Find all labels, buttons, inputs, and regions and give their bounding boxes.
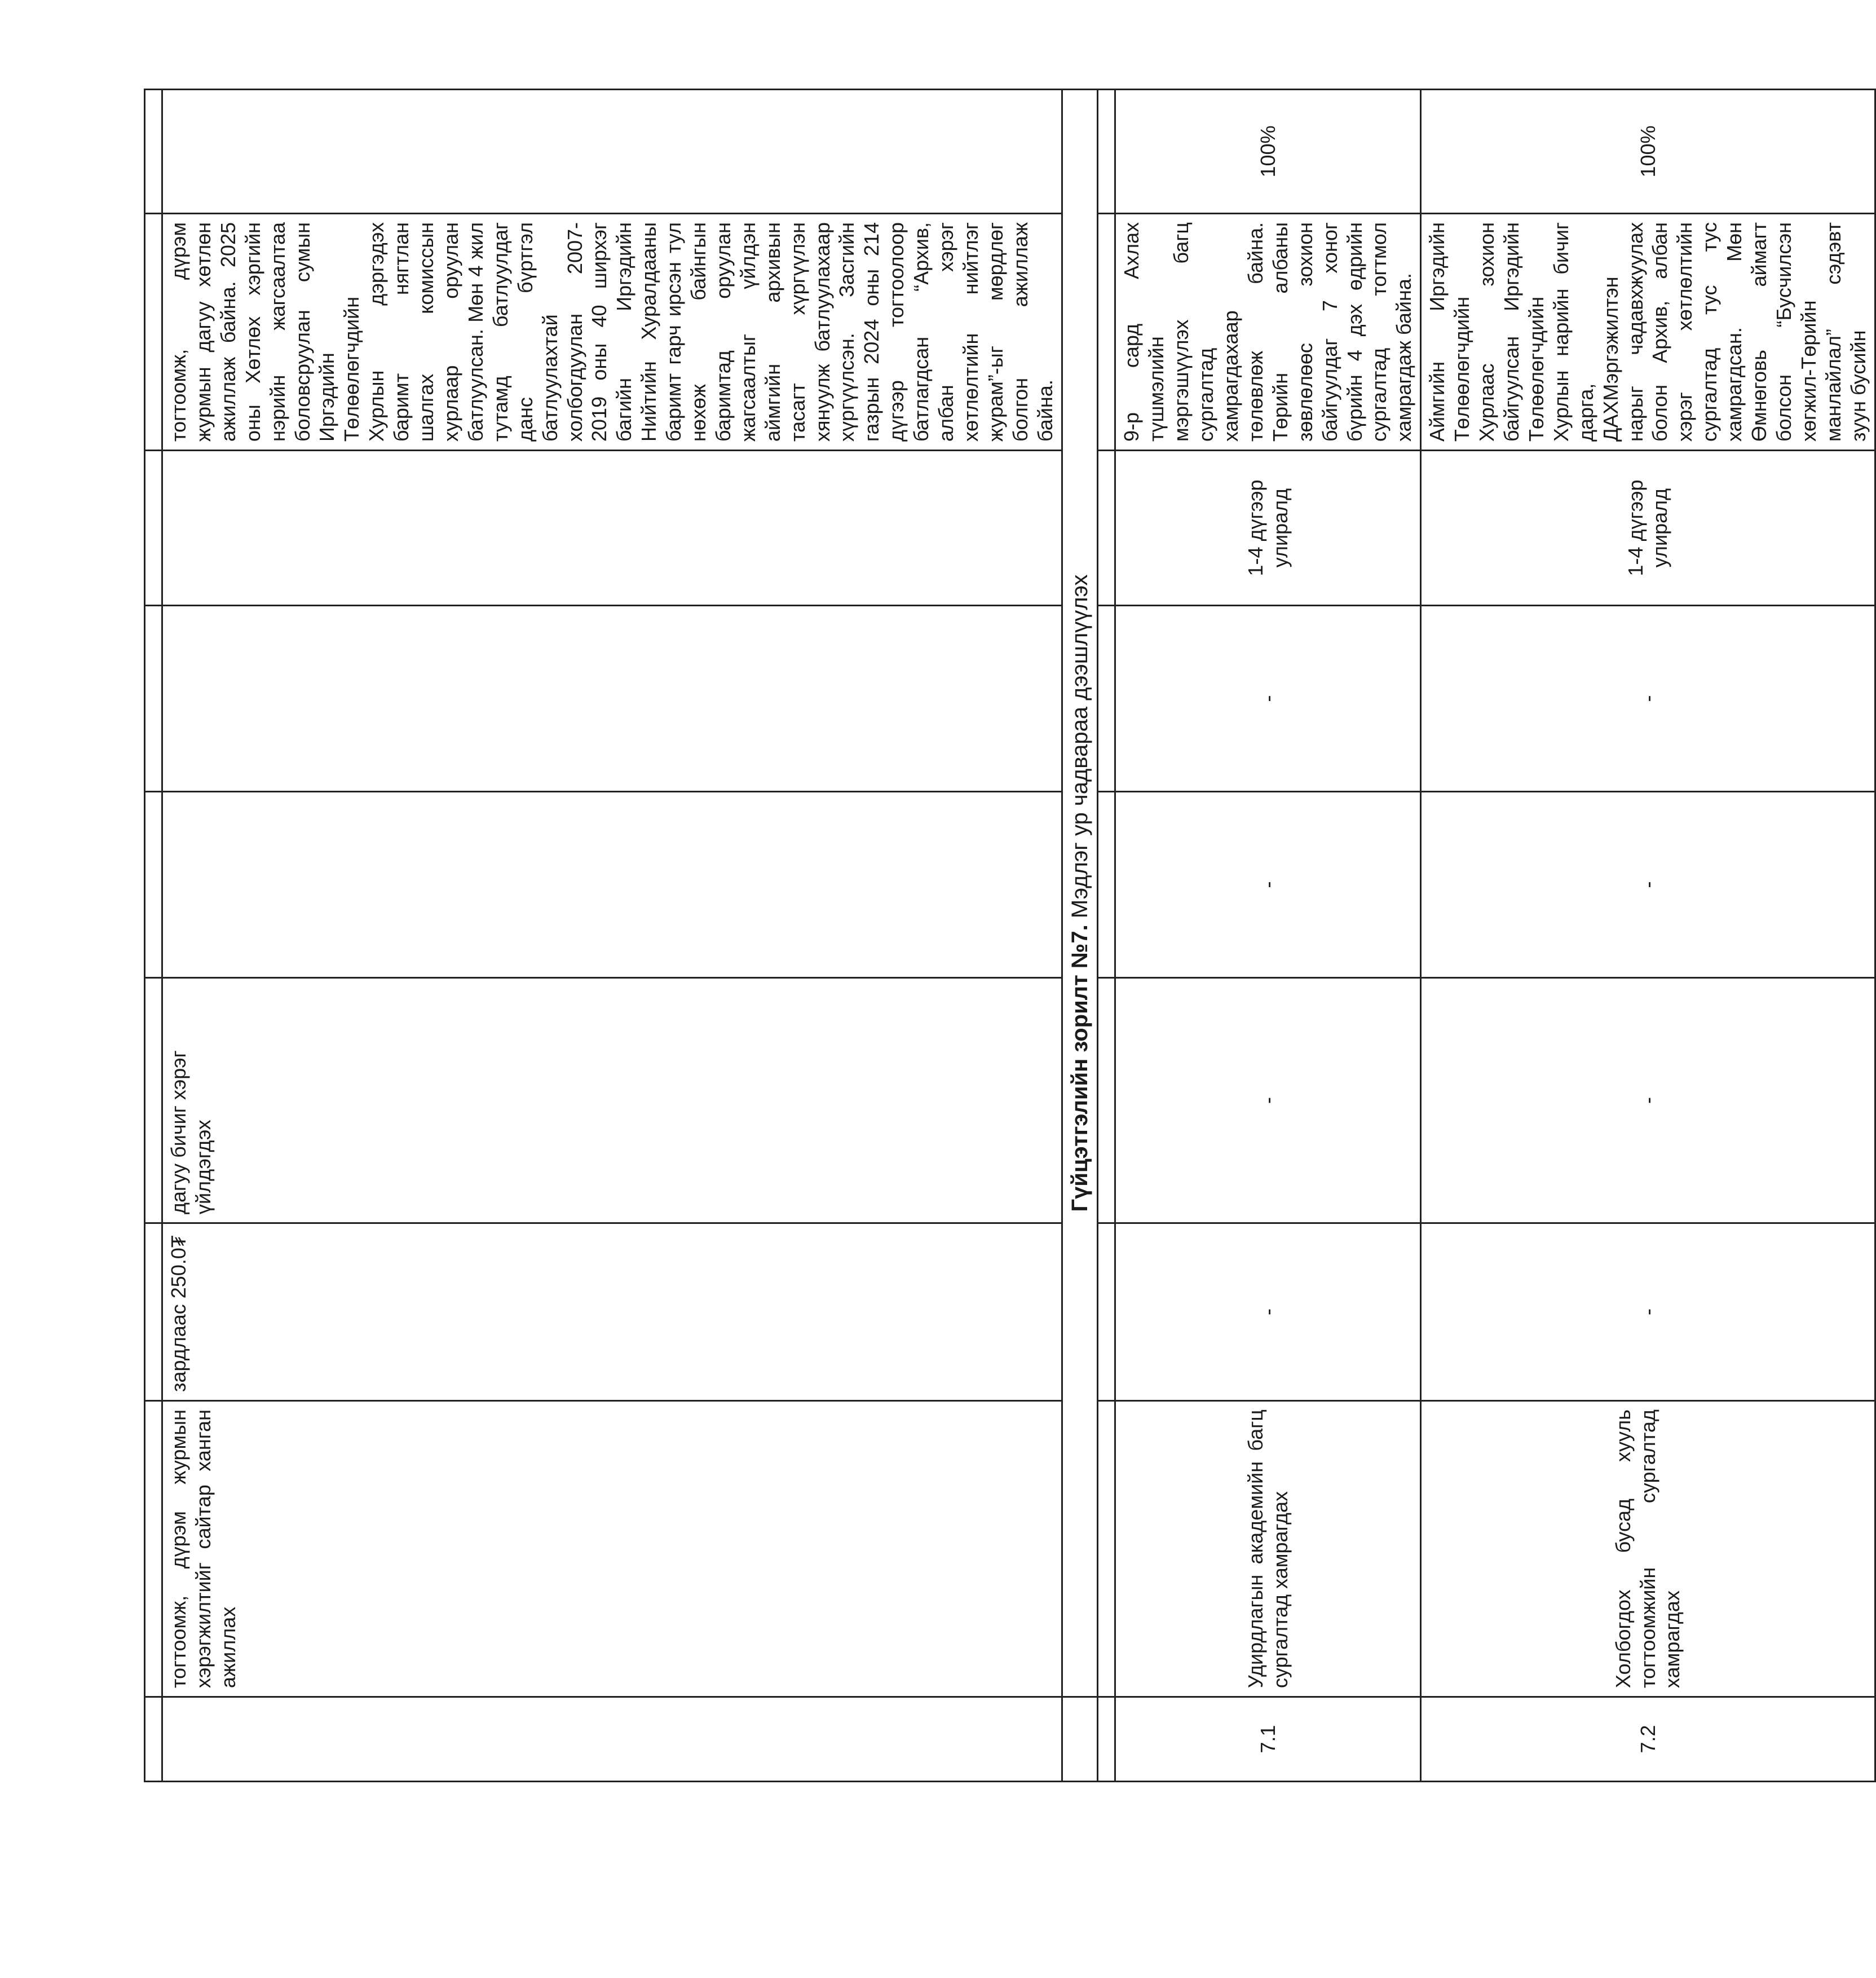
budget-cell: - [1115,1223,1421,1401]
report-cell: Аймгийн Иргэдийн Төлөөлөгчдийн Хурлаас зохион байгуулсан Иргэдийн Төлөөлөгчдийн Хурлын нарийн бичиг дарга, ДАХМэргэжилтэн нарыг чадавхжуулах болон Архив, албан хэрэг хөтлөлтийн сургалтад тус тус хамрагдсан. Мөн Өмнөговь аймагт болсон “Бусчилсэн хөгжил-Төрийн манлайлал” сэдэвт зуун бусийн [1421,214,1875,451]
plan-report-table [144,89,1876,1782]
section-heading-bold: Гүйцэтгэлийн зорилт №7. [1067,924,1092,1212]
table-row [162,90,1062,1782]
rotated-page [144,90,1870,1782]
period-cell: 1-4 дүгээр улиралд [1421,451,1875,606]
activity-name: тогтоомж, дүрэм журмын хэрэгжилтийг сайтар ханган ажиллах [162,1401,1062,1697]
report-cell: тогтоомж, дүрэм журмын дагуу хөтлөн ажиллаж байна. 2025 оны Хөтлөх хэргийн нэрийн жагсаалтаа боловсруулан сумын Иргэдийн Төлөөлөгчдийн Хурлын дэргэдэх баримт нягтлан шалгах комиссын хурлаар оруулан батлуулсан. Мөн 4 жил тутамд батлуулдаг данс бүртгэл батлуулахтай холбогдуулан 2007-2019 оны 40 ширхэг багийн Иргэдийн Нийтийн Хуралдааны баримт гарч ирсэн тул нөхөж байнгын баримтад оруулан жагсаалтыг үйлдэн аймгийн архивын тасагт хүргүүлэн хянуулж батлуулахаар хүргүүлсэн. Засгийн газрын 2024 оны 214 дүгээр тогтоолоор батлагдсан “Архив, албан хэрэг хөтлөлтийн нийтлэг журам”-ыг мөрдлөг болгон ажиллаж байна. [162,214,1062,451]
section-heading [1062,90,1098,1697]
table-top-row [145,90,162,1782]
period-cell [162,451,1062,606]
row-number [162,1697,1062,1782]
cell-6: - [1115,606,1421,792]
budget-cell: зардлаас 250.0₮ [162,1223,1062,1401]
basis-cell: дагуу бичиг хэрэг үйлдэгдэх [162,978,1062,1223]
cell-5 [162,792,1062,978]
cell-6 [162,606,1062,792]
activity-name: Удирдлагын академийн багц сургалтад хамрагдах [1115,1401,1421,1697]
cell-5: - [1421,792,1875,978]
activity-name: Холбогдох бусад хууль тогтоомжийн сургалтад хамрагдах [1421,1401,1875,1697]
spacer-row [1098,90,1115,1782]
report-cell: 9-р сард Ахлах түшмэлийн мэргэшүүлэх багц сургалтад хамрагдахаар төлөвлөж байна. Төрийн албаны зөвлөлөөс зохион байгуулдаг 7 хоног бүрийн 4 дэх өдрийн сургалтад тогтмол хамрагдаж байна. [1115,214,1421,451]
percent-cell: 100% [1421,90,1875,214]
percent-cell [162,90,1062,214]
section-row [1062,90,1098,1782]
table-row [1115,90,1421,1782]
basis-cell: - [1115,978,1421,1223]
percent-cell: 100% [1115,90,1421,214]
basis-cell: - [1421,978,1875,1223]
cell-6: - [1421,606,1875,792]
section-heading-text: Мэдлэг ур чадвараа дээшлүүлэх [1067,574,1092,925]
budget-cell: - [1421,1223,1875,1401]
row-number: 7.2 [1421,1697,1875,1782]
period-cell: 1-4 дүгээр улиралд [1115,451,1421,606]
row-number: 7.1 [1115,1697,1421,1782]
table-row [1421,90,1875,1782]
cell-5: - [1115,792,1421,978]
